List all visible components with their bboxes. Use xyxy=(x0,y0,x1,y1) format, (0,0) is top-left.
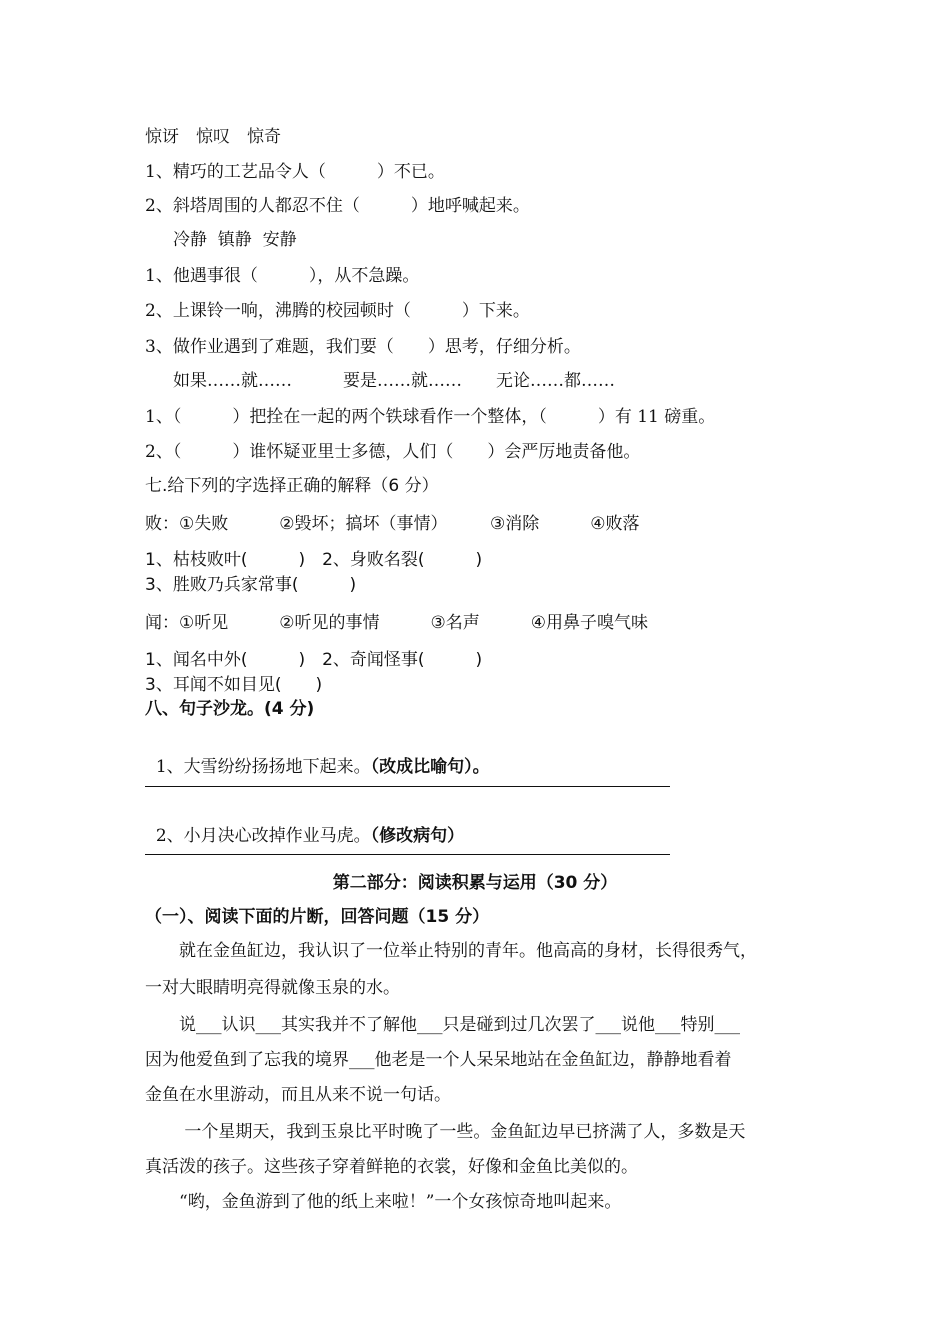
section-8-question-2 xyxy=(145,803,464,847)
section-8-question-1 xyxy=(145,734,490,778)
word-choices-2: 冷静 镇静 安静 xyxy=(173,230,297,250)
instruction-hint: （修改病句） xyxy=(370,826,465,846)
question-1-2: 2、斜塔周围的人都忍不住（ ）地呼喊起来。 xyxy=(145,196,530,216)
question-2-1: 1、他遇事很（ ），从不急躁。 xyxy=(145,266,420,286)
passage-line: 金鱼在水里游动，而且从来不说一句话。 xyxy=(145,1085,451,1105)
question-text: 1、大雪纷纷扬扬地下起来。 xyxy=(155,757,371,777)
passage-line: “哟，金鱼游到了他的纸上来啦！”一个女孩惊奇地叫起来。 xyxy=(145,1192,622,1212)
bai-question-2: 3、胜败乃兵家常事( ) xyxy=(145,575,357,595)
passage-line: 说___认识___其实我并不了解他___只是碰到过几次罢了___说他___特别___ xyxy=(145,1015,740,1035)
question-3-1: 1、（ ）把拴在一起的两个铁球看作一个整体，（ ）有 11 磅重。 xyxy=(145,407,716,427)
question-1-1: 1、精巧的工艺品令人（ ）不已。 xyxy=(145,162,445,182)
instruction-hint: （改成比喻句）。 xyxy=(370,757,490,777)
answer-line-2 xyxy=(145,854,670,855)
question-2-3: 3、做作业遇到了难题，我们要（ ）思考，仔细分析。 xyxy=(145,337,581,357)
question-2-2: 2、上课铃一响，沸腾的校园顿时（ ）下来。 xyxy=(145,301,530,321)
wen-question-1: 1、闻名中外( ) 2、奇闻怪事( ) xyxy=(145,650,483,670)
question-text: 2、小月决心改掉作业马虎。 xyxy=(155,826,371,846)
passage-line: 一对大眼睛明亮得就像玉泉的水。 xyxy=(145,978,400,998)
section-7-title: 七.给下列的字选择正确的解释（6 分） xyxy=(145,476,439,496)
passage-line: 因为他爱鱼到了忘我的境界___他老是一个人呆呆地站在金鱼缸边，静静地看着 xyxy=(145,1050,732,1070)
wen-question-2: 3、耳闻不如目见( ) xyxy=(145,675,323,695)
reading-1-title: （一）、阅读下面的片断，回答问题（15 分） xyxy=(145,907,490,927)
section-8-title: 八、句子沙龙。(4 分) xyxy=(145,699,315,719)
bai-definitions: 败：①失败 ②毁坏；搞坏（事情） ③消除 ④败落 xyxy=(145,514,640,534)
part-2-title: 第二部分：阅读积累与运用（30 分） xyxy=(332,873,618,893)
word-choices-1: 惊讶 惊叹 惊奇 xyxy=(145,127,281,147)
wen-definitions: 闻：①听见 ②听见的事情 ③名声 ④用鼻子嗅气味 xyxy=(145,613,648,633)
answer-line-1 xyxy=(145,786,670,787)
passage-line: 就在金鱼缸边，我认识了一位举止特别的青年。他高高的身材，长得很秀气， xyxy=(145,941,757,961)
passage-line: 一个星期天，我到玉泉比平时晚了一些。金鱼缸边早已挤满了人，多数是天 xyxy=(145,1122,746,1142)
bai-question-1: 1、枯枝败叶( ) 2、身败名裂( ) xyxy=(145,550,483,570)
question-3-2: 2、（ ）谁怀疑亚里士多德，人们（ ）会严厉地责备他。 xyxy=(145,442,641,462)
word-choices-3: 如果……就…… 要是……就…… 无论……都…… xyxy=(173,371,615,391)
passage-line: 真活泼的孩子。这些孩子穿着鲜艳的衣裳，好像和金鱼比美似的。 xyxy=(145,1157,638,1177)
